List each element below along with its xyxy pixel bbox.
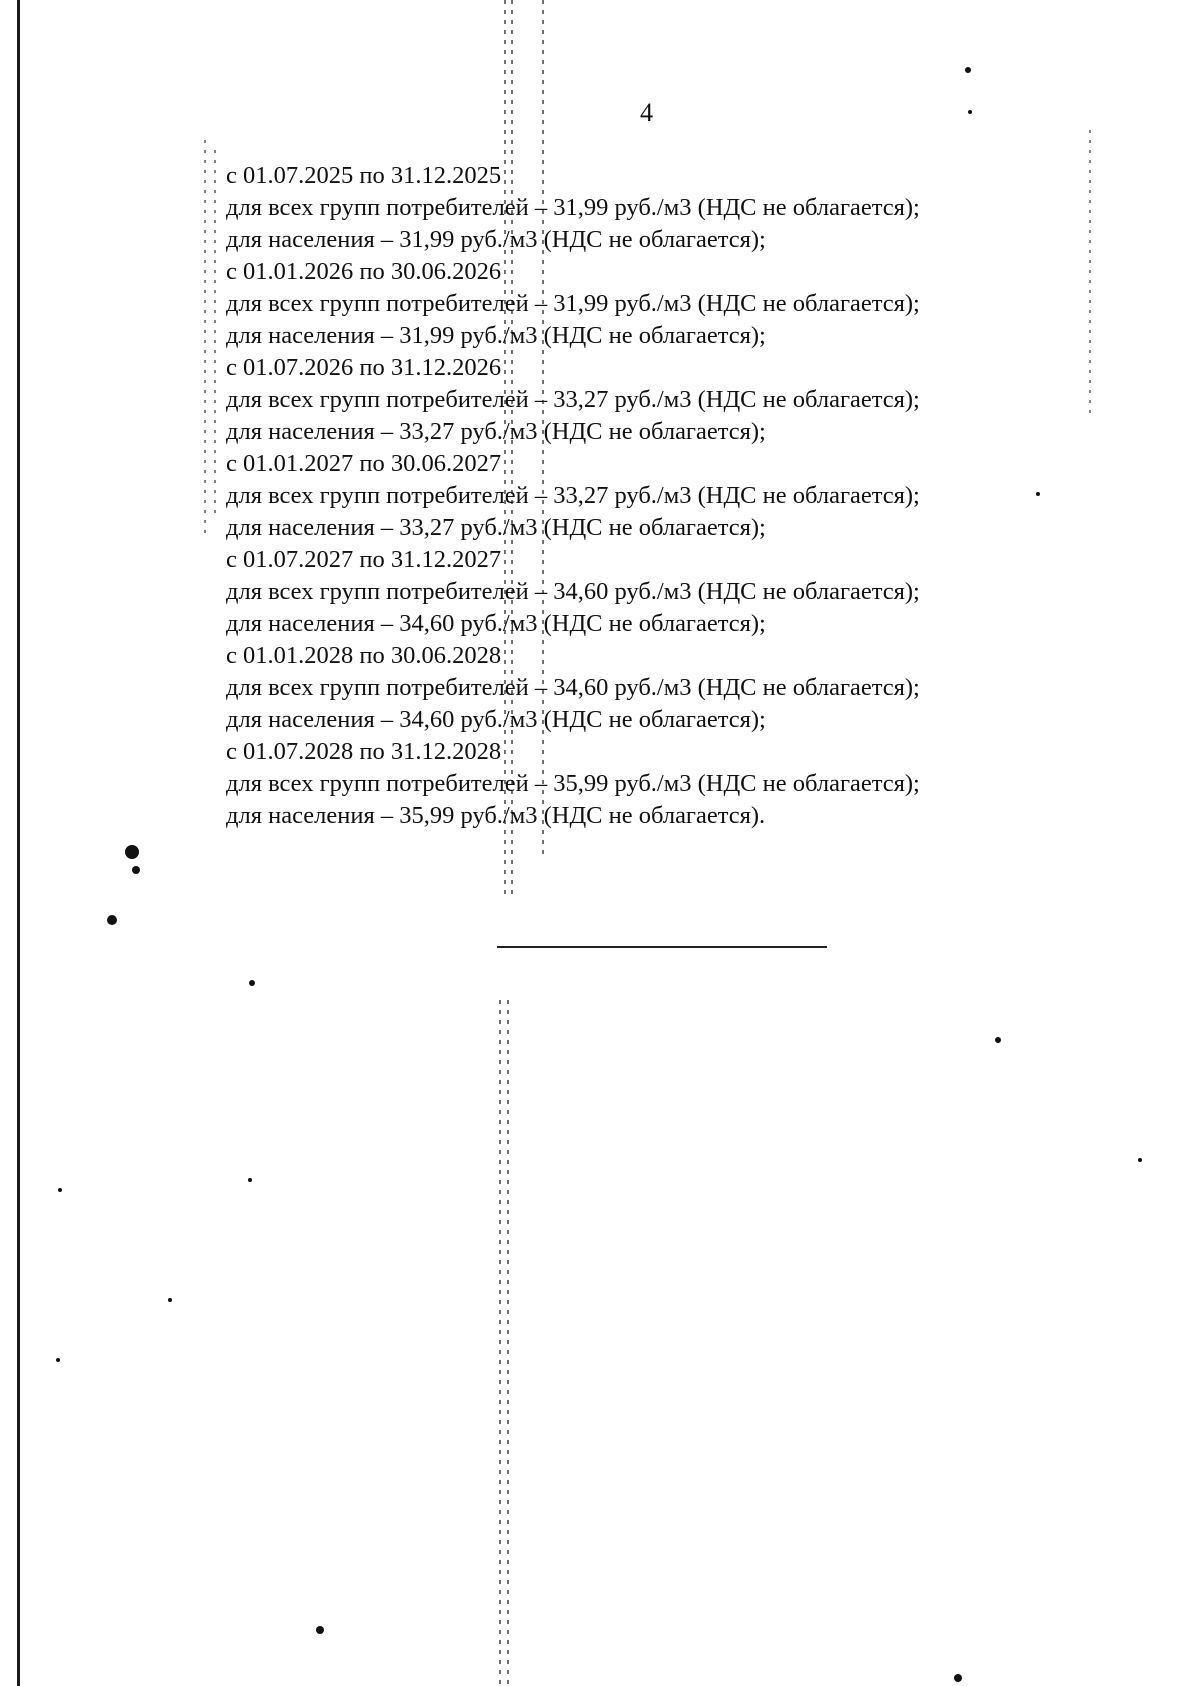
- population-rate-line: для населения – 31,99 руб./м3 (НДС не облагается);: [226, 322, 766, 349]
- all-consumers-rate-line: для всех групп потребителей – 31,99 руб./м3 (НДС не облагается);: [226, 194, 920, 221]
- all-consumers-rate-line: для всех групп потребителей – 35,99 руб./м3 (НДС не облагается);: [226, 770, 920, 797]
- period-line: с 01.07.2027 по 31.12.2027: [226, 546, 502, 573]
- all-consumers-rate-line: для всех групп потребителей – 31,99 руб./м3 (НДС не облагается);: [226, 290, 920, 317]
- population-rate-line: для населения – 34,60 руб./м3 (НДС не облагается);: [226, 610, 766, 637]
- end-divider-line: [497, 946, 827, 948]
- period-line: с 01.07.2026 по 31.12.2026: [226, 354, 502, 381]
- population-rate-line: для населения – 31,99 руб./м3 (НДС не облагается);: [226, 226, 766, 253]
- period-line: с 01.01.2028 по 30.06.2028: [226, 642, 502, 669]
- all-consumers-rate-line: для всех групп потребителей – 33,27 руб./м3 (НДС не облагается);: [226, 482, 920, 509]
- population-rate-line: для населения – 35,99 руб./м3 (НДС не облагается).: [226, 802, 766, 829]
- page-number: 4: [640, 98, 653, 127]
- population-rate-line: для населения – 33,27 руб./м3 (НДС не облагается);: [226, 418, 766, 445]
- population-rate-line: для населения – 34,60 руб./м3 (НДС не облагается);: [226, 706, 766, 733]
- all-consumers-rate-line: для всех групп потребителей – 33,27 руб./м3 (НДС не облагается);: [226, 386, 920, 413]
- tariff-schedule: [226, 160, 986, 832]
- period-line: с 01.07.2025 по 31.12.2025: [226, 162, 502, 189]
- all-consumers-rate-line: для всех групп потребителей – 34,60 руб./м3 (НДС не облагается);: [226, 674, 920, 701]
- period-line: с 01.01.2026 по 30.06.2026: [226, 258, 502, 285]
- period-line: с 01.07.2028 по 31.12.2028: [226, 738, 502, 765]
- period-line: с 01.01.2027 по 30.06.2027: [226, 450, 502, 477]
- population-rate-line: для населения – 33,27 руб./м3 (НДС не облагается);: [226, 514, 766, 541]
- all-consumers-rate-line: для всех групп потребителей – 34,60 руб./м3 (НДС не облагается);: [226, 578, 920, 605]
